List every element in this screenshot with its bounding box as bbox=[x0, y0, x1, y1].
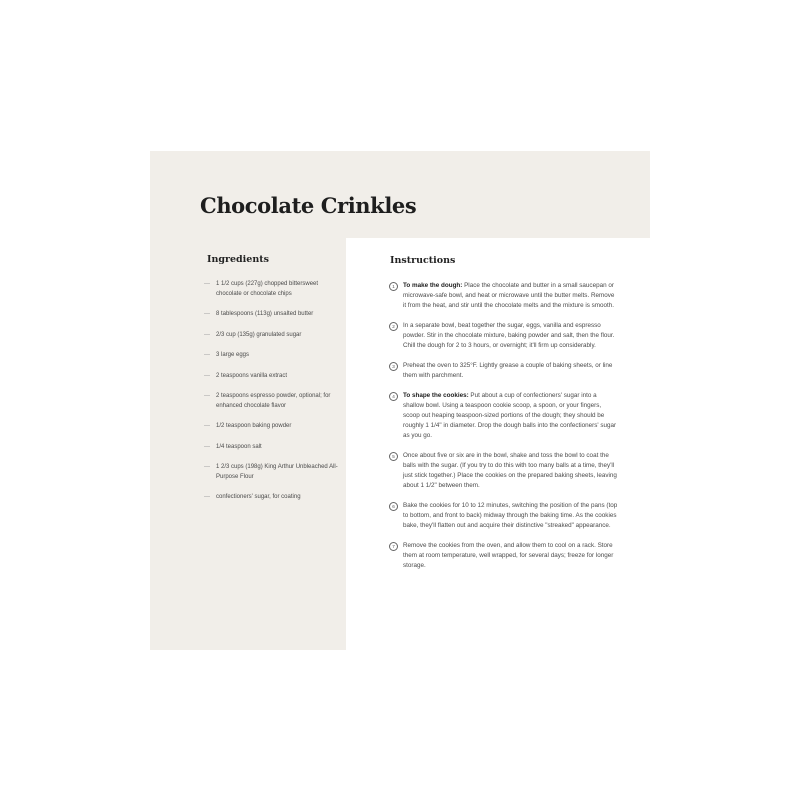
ingredient-text: 1/2 teaspoon baking powder bbox=[216, 423, 292, 429]
instruction-step bbox=[390, 501, 618, 531]
ingredients-heading: Ingredients bbox=[207, 254, 269, 265]
step-number-icon: 3 bbox=[389, 362, 398, 371]
ingredient-text: 3 large eggs bbox=[216, 352, 250, 358]
dash-icon: — bbox=[204, 494, 210, 500]
instructions-heading: Instructions bbox=[390, 255, 456, 266]
ingredient-text: 2 teaspoons vanilla extract bbox=[216, 372, 288, 379]
ingredient-text: 2 teaspoons espresso powder, optional; for enhanced chocolate flavor bbox=[216, 393, 331, 409]
ingredient-text: 2/3 cup (135g) granulated sugar bbox=[216, 331, 302, 338]
step-lead: To make the dough: bbox=[403, 282, 463, 289]
ingredient-item bbox=[204, 392, 340, 411]
instruction-step bbox=[390, 391, 618, 441]
ingredient-item bbox=[204, 463, 340, 482]
step-text: Preheat the oven to 325°F. Lightly grease a couple of baking sheets, or line them with parchment. bbox=[403, 362, 613, 379]
ingredients-section bbox=[204, 254, 338, 500]
dash-icon: — bbox=[204, 423, 210, 429]
ingredient-item bbox=[204, 331, 340, 341]
ingredient-item bbox=[204, 493, 340, 503]
dash-icon: — bbox=[204, 464, 210, 470]
ingredient-item bbox=[204, 280, 340, 299]
ingredient-text: confectioners' sugar, for coating bbox=[216, 494, 301, 500]
recipe-title: Chocolate Crinkles bbox=[200, 193, 417, 218]
step-number-icon: 4 bbox=[389, 392, 398, 401]
step-text: In a separate bowl, beat together the sugar, eggs, vanilla and espresso powder. Stir in the chocolate mixture, baking powder and salt, then the flour. Chill the dough for 2 to 3 hours, or overnight; it'll firm up considerably. bbox=[403, 322, 615, 349]
ingredient-text: 8 tablespoons (113g) unsalted butter bbox=[216, 311, 314, 317]
ingredient-item bbox=[204, 443, 340, 453]
dash-icon: — bbox=[204, 443, 210, 450]
step-number-icon: 5 bbox=[389, 452, 398, 461]
instructions-list bbox=[390, 281, 618, 581]
instruction-step bbox=[390, 361, 618, 381]
ingredient-item bbox=[204, 351, 340, 361]
step-number-icon: 6 bbox=[389, 502, 398, 511]
dash-icon: — bbox=[204, 372, 210, 379]
instructions-section bbox=[390, 255, 618, 569]
dash-icon: — bbox=[204, 331, 210, 338]
step-text: Remove the cookies from the oven, and allow them to cool on a rack. Store them at room temperature, well wrapped, for several days; freeze for longer storage. bbox=[403, 542, 614, 569]
ingredient-item bbox=[204, 372, 340, 382]
step-text: Put about a cup of confectioners' sugar into a shallow bowl. Using a teaspoon cookie scoop, a spoon, or your fingers, scoop out heaping teaspoon-sized portions of the dough; they should be roughly 1 1/4" in diameter. Drop the dough balls into the confectioners' sugar as you go. bbox=[403, 392, 617, 439]
step-text: Once about five or six are in the bowl, shake and toss the bowl to coat the balls with the sugar. (If you try to do this with too many balls at a time, they'll just stick together.) Place the cookies on the prepared baking sheets, leaving about 1 1/2" between them. bbox=[403, 452, 617, 489]
dash-icon: — bbox=[204, 393, 210, 399]
step-number-icon: 7 bbox=[389, 542, 398, 551]
instruction-step bbox=[390, 321, 618, 351]
ingredient-text: 1 1/2 cups (227g) chopped bittersweet chocolate or chocolate chips bbox=[216, 281, 319, 297]
instruction-step bbox=[390, 451, 618, 491]
ingredient-text: 1/4 teaspoon salt bbox=[216, 443, 262, 450]
instruction-step bbox=[390, 281, 618, 311]
recipe-card bbox=[150, 151, 650, 650]
dash-icon: — bbox=[204, 352, 210, 358]
ingredients-list bbox=[204, 280, 340, 514]
step-number-icon: 1 bbox=[389, 282, 398, 291]
ingredient-item bbox=[204, 422, 340, 432]
instruction-step bbox=[390, 541, 618, 571]
step-number-icon: 2 bbox=[389, 322, 398, 331]
instructions-panel bbox=[346, 238, 650, 650]
step-lead: To shape the cookies: bbox=[403, 392, 469, 399]
ingredient-text: 1 2/3 cups (198g) King Arthur Unbleached All-Purpose Flour bbox=[216, 464, 338, 480]
step-text: Place the chocolate and butter in a small saucepan or microwave-safe bowl, and heat or microwave until the butter melts. Remove it from the heat, and stir until the chocolate melts and the mixture is smooth. bbox=[403, 282, 615, 309]
dash-icon: — bbox=[204, 281, 210, 287]
ingredient-item bbox=[204, 310, 340, 320]
step-text: Bake the cookies for 10 to 12 minutes, switching the position of the pans (top to bottom, and front to back) midway through the baking time. As the cookies bake, they'll flatten out and acquire their distinctive "streaked" appearance. bbox=[403, 502, 618, 529]
dash-icon: — bbox=[204, 311, 210, 317]
